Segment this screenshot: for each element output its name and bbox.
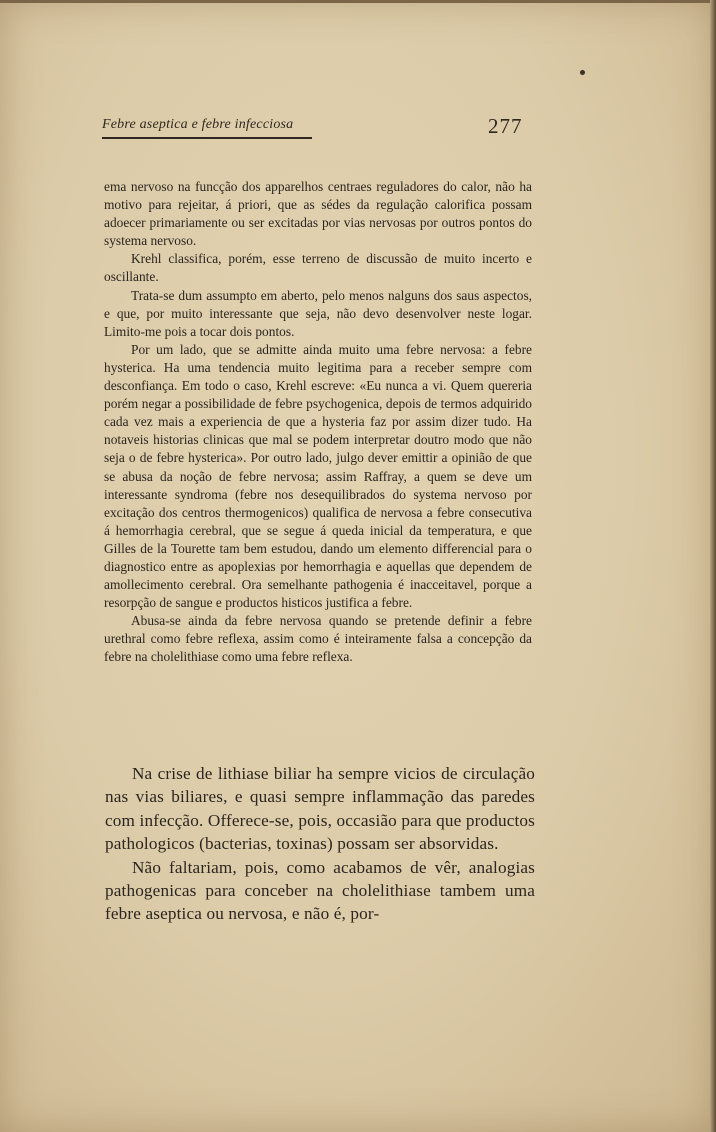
page-right-edge <box>710 0 716 1132</box>
paragraph: Abusa-se ainda da febre nervosa quando se pretende definir a febre urethral como febre reflexa, assim como é inteiramente falsa a concepção da febre na cholelithiase como uma febre reflexa. <box>104 613 532 665</box>
paragraph: Na crise de lithiase biliar ha sempre vicios de circulação nas vias biliares, e quasi sempre inflammação das paredes com infecção. Offerece-se, pois, occasião para que productos pathologicos (bacterias, toxinas) possam ser absorvidas. <box>105 764 535 854</box>
paragraph: Não faltariam, pois, como acabamos de vêr, analogias pathogenicas para conceber na cholelithiase tambem uma febre aseptica ou nervosa, e não é, por- <box>105 857 535 924</box>
page-top-edge <box>0 0 716 3</box>
main-text-section <box>105 762 535 926</box>
paragraph: Trata-se dum assumpto em aberto, pelo menos nalguns dos saus aspectos, e que, por muito interessante que seja, não devo desenvolver neste logar. Limito-me pois a tocar dois pontos. <box>104 287 532 339</box>
header-rule <box>102 137 312 139</box>
ink-speck <box>580 70 585 75</box>
running-title: Febre aseptica e febre infecciosa <box>102 117 294 132</box>
paragraph: ema nervoso na funcção dos apparelhos centraes reguladores do calor, não ha motivo para rejeitar, á priori, que as sédes da regulação calorifica possam adoecer primariamente ou ser excitadas por vias nervosas por outros pontos do systema nervoso. <box>104 179 532 249</box>
paragraph: Krehl classifica, porém, esse terreno de discussão de muito incerto e oscillante. <box>104 251 532 285</box>
paragraph: Por um lado, que se admitte ainda muito uma febre nervosa: a febre hysterica. Ha uma tendencia muito legitima para a receber sempre com desconfiança. Em todo o caso, Krehl escreve: «Eu nunca a vi. Quem quereria porém negar a possibilidade de febre psychogenica, depois de termos adquirido cada vez mais a experiencia de que a hysteria faz por assim dizer tudo. Ha notaveis historias clinicas que mal se podem interpretar doutro modo que não seja o de febre hysterica». Por outro lado, julgo dever emittir a opinião de que se abusa da noção de febre nervosa; assim Raffray, a quem se deve um interessante syndroma (febre nos desequilibrados do systema nervoso por excitação dos centros thermogenicos) qualifica de nervosa a febre consecutiva á hemorrhagia cerebral, que se segue á queda inicial da temperatura, e que Gilles de la Tourette tam bem estudou, dando um elemento differencial para o diagnostico entre as apoplexias por hemorrhagia e aquellas que dependem de amollecimento cerebral. Ora semelhante pathogenia é inacceitavel, porque a resorpção de sangue e productos histicos justifica a febre. <box>104 341 532 611</box>
small-print-section <box>104 178 532 667</box>
page-number: 277 <box>488 114 523 138</box>
